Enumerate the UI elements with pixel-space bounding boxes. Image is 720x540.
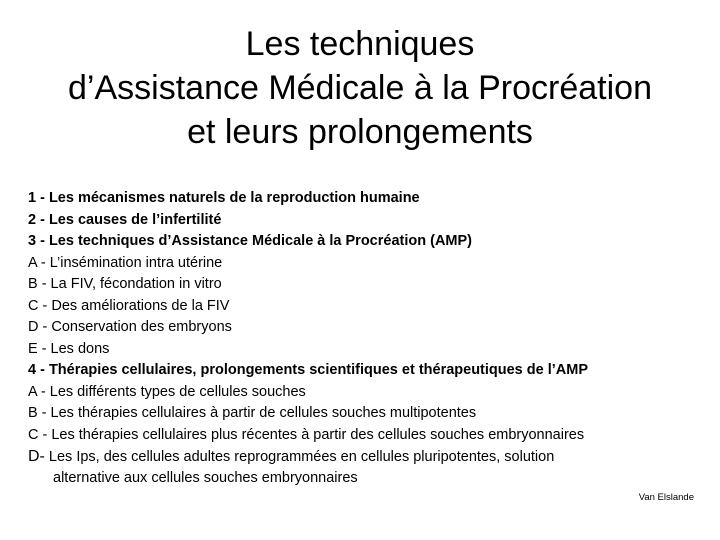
author-credit: Van Elslande	[638, 492, 694, 503]
outline-subitem-4d-text: Les Ips, des cellules adultes reprogrammées en cellules pluripotentes, solution	[44, 449, 555, 465]
outline-subitem-4c: C - Les thérapies cellulaires plus récentes à partir des cellules souches embryonnaires	[28, 426, 585, 443]
title-line-1: Les techniques	[245, 25, 475, 63]
title-line-2: d’Assistance Médicale à la Procréation	[68, 69, 652, 107]
outline-subitem-3d: D - Conservation des embryons	[28, 319, 232, 335]
outline-item-4: 4 - Thérapies cellulaires, prolongements scientifiques et thérapeutiques de l’AMP	[28, 362, 589, 378]
title-line-3: et leurs prolongements	[187, 113, 533, 151]
slide-title	[0, 22, 720, 154]
outline-subitem-4b: B - Les thérapies cellulaires à partir de cellules souches multipotentes	[28, 405, 477, 421]
outline-item-3: 3 - Les techniques d’Assistance Médicale à la Procréation (AMP)	[28, 233, 472, 249]
outline-list	[28, 188, 708, 489]
outline-subitem-4d	[28, 446, 708, 489]
outline-subitem-4d-marker: D-	[28, 448, 45, 465]
outline-item-2: 2 - Les causes de l’infertilité	[28, 211, 222, 228]
outline-subitem-3e: E - Les dons	[28, 340, 110, 357]
outline-subitem-3c: C - Des améliorations de la FIV	[28, 297, 230, 314]
outline-item-1: 1 - Les mécanismes naturels de la reproduction humaine	[28, 190, 420, 206]
outline-subitem-3a: A - L’insémination intra utérine	[28, 254, 223, 271]
outline-subitem-3b: B - La FIV, fécondation in vitro	[28, 276, 222, 292]
outline-subitem-4d-continuation: alternative aux cellules souches embryonnaires	[53, 469, 358, 486]
outline-subitem-4a: A - Les différents types de cellules souches	[28, 383, 306, 400]
